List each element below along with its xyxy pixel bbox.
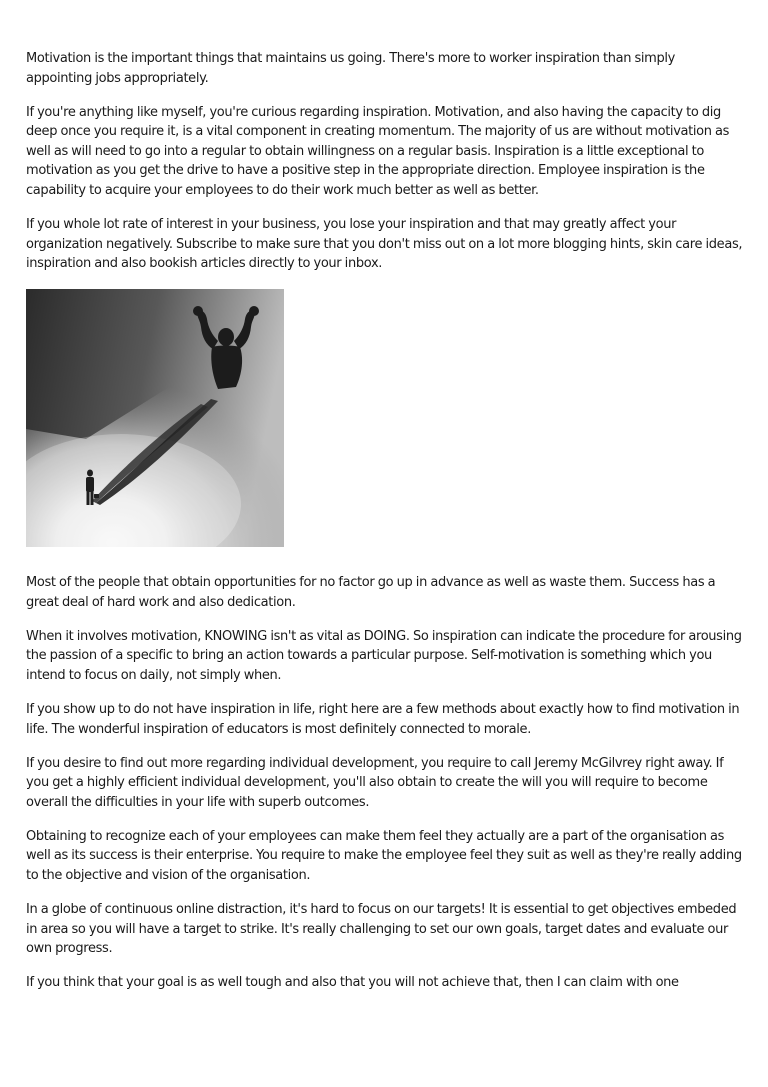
paragraph-2: If you're anything like myself, you're curious regarding inspiration. Motivation, and also having the capacity to dig deep once you require it, is a vital component in creating momentum. The majority of us are without motivation as well as will need to go into a regular to obtain willingness on a regular basis. Inspiration is a little exceptional to motivation as you get the drive to have a positive step in the appropriate direction. Employee inspiration is the capability to acquire your employees to do their work much better as well as better.	[26, 104, 730, 199]
paragraph-6: If you show up to do not have inspiration in life, right here are a few methods about exactly how to find motivation in life. The wonderful inspiration of educators is most definitely connected to morale.	[26, 701, 740, 737]
paragraph-9: In a globe of continuous online distraction, it's hard to focus on our targets! It is essential to get objectives embeded in area so you will have a target to strike. It's really challenging to set our own goals, target dates and evaluate our own progress.	[26, 902, 737, 957]
paragraph-10: If you think that your goal is as well tough and also that you will not achieve that, then I can claim with one	[26, 975, 679, 991]
paragraph-4: Most of the people that obtain opportunities for no factor go up in advance as well as waste them. Success has a great deal of hard work and also dedication.	[26, 574, 716, 610]
paragraph-3: If you whole lot rate of interest in your business, you lose your inspiration and that may greatly affect your organization negatively. Subscribe to make sure that you don't miss out on a lot more blogging hints, skin care ideas, inspiration and also bookish articles directly to your inbox.	[26, 217, 743, 272]
article-body	[26, 49, 744, 1008]
businessman-muscle-shadow-illustration	[26, 289, 284, 547]
paragraph-7: If you desire to find out more regarding individual development, you require to call Jeremy McGilvrey right away. If you get a highly efficient individual development, you'll also obtain to create the will you will require to become overall the difficulties in your life with superb outcomes.	[26, 755, 724, 810]
paragraph-1: Motivation is the important things that maintains us going. There's more to worker inspiration than simply appointing jobs appropriately.	[26, 51, 675, 86]
paragraph-8: Obtaining to recognize each of your employees can make them feel they actually are a part of the organisation as well as its success is their enterprise. You require to make the employee feel they suit as well as they're really adding to the objective and vision of the organisation.	[26, 828, 742, 884]
paragraph-5: When it involves motivation, KNOWING isn't as vital as DOING. So inspiration can indicate the procedure for arousing the passion of a specific to bring an action towards a particular purpose. Self-motivation is something which you intend to focus on daily, not simply when.	[26, 628, 742, 683]
article-image	[26, 289, 284, 547]
